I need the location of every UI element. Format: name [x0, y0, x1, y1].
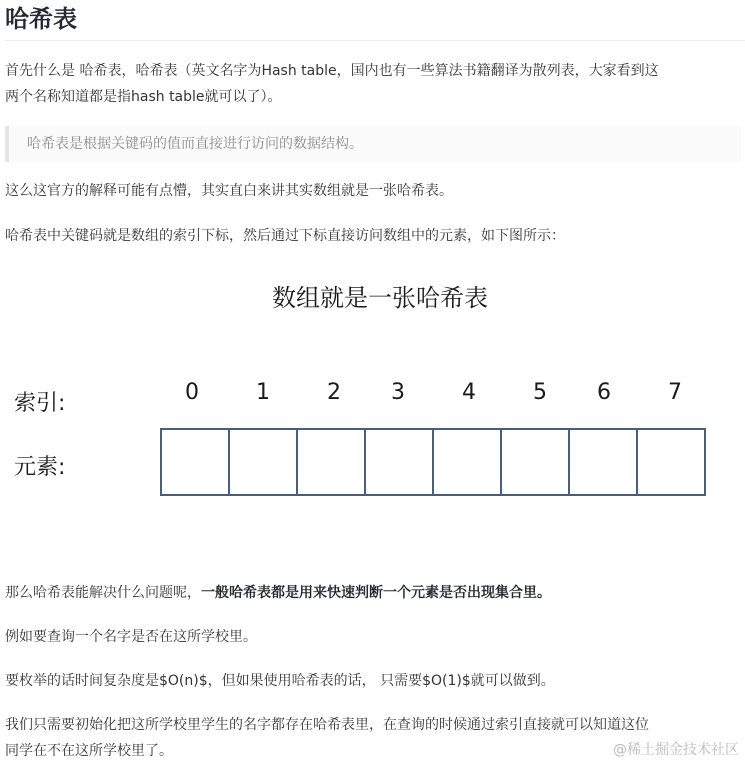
index-label: 1	[256, 380, 270, 405]
problem-prefix: 那么哈希表能解决什么问题呢，	[5, 585, 201, 601]
index-label: 2	[327, 380, 341, 405]
watermark: @稀土掘金技术社区	[613, 742, 739, 758]
index-label: 4	[462, 380, 476, 405]
init-line-1: 我们只需要初始化把这所学校里学生的名字都存在哈希表里，在查询的时候通过索引直接就可以知道这位	[5, 717, 649, 733]
example-paragraph: 例如要查询一个名字是否在这所学校里。	[5, 629, 257, 645]
problem-emphasis: 一般哈希表都是用来快速判断一个元素是否出现集合里。	[201, 585, 551, 601]
array-cell	[638, 430, 704, 494]
array-cell	[502, 430, 570, 494]
array-cells	[160, 428, 706, 496]
array-cell	[230, 430, 298, 494]
index-label: 7	[668, 380, 682, 405]
element-row-label: 元素:	[14, 455, 66, 480]
title-divider	[5, 40, 745, 41]
index-label: 6	[597, 380, 611, 405]
array-cell	[434, 430, 502, 494]
index-label: 5	[533, 380, 547, 405]
definition-blockquote	[5, 126, 741, 162]
index-paragraph: 哈希表中关键码就是数组的索引下标，然后通过下标直接访问数组中的元素，如下图所示：	[5, 228, 565, 244]
complexity-paragraph: 要枚举的话时间复杂度是$O(n)$，但如果使用哈希表的话， 只需要$O(1)$就可以做到。	[5, 673, 555, 689]
index-label: 0	[185, 380, 199, 405]
array-cell	[366, 430, 434, 494]
index-label: 3	[391, 380, 405, 405]
intro-line-1: 首先什么是 哈希表，哈希表（英文名字为Hash table，国内也有一些算法书籍翻译为散列表，大家看到这	[5, 63, 659, 79]
init-line-2: 同学在不在这所学校里了。	[5, 743, 173, 759]
problem-paragraph	[5, 580, 741, 606]
figure-title: 数组就是一张哈希表	[272, 284, 488, 312]
blockquote-text: 哈希表是根据关键码的值而直接进行访问的数据结构。	[27, 136, 363, 152]
array-cell	[570, 430, 638, 494]
array-cell	[162, 430, 230, 494]
intro-line-2: 两个名称知道都是指hash table就可以了）。	[5, 89, 282, 105]
index-row-label: 索引:	[14, 391, 66, 416]
array-paragraph: 这么这官方的解释可能有点懵，其实直白来讲其实数组就是一张哈希表。	[5, 183, 453, 199]
hash-table-figure	[0, 268, 745, 508]
page-title: 哈希表	[5, 5, 77, 33]
array-cell	[298, 430, 366, 494]
